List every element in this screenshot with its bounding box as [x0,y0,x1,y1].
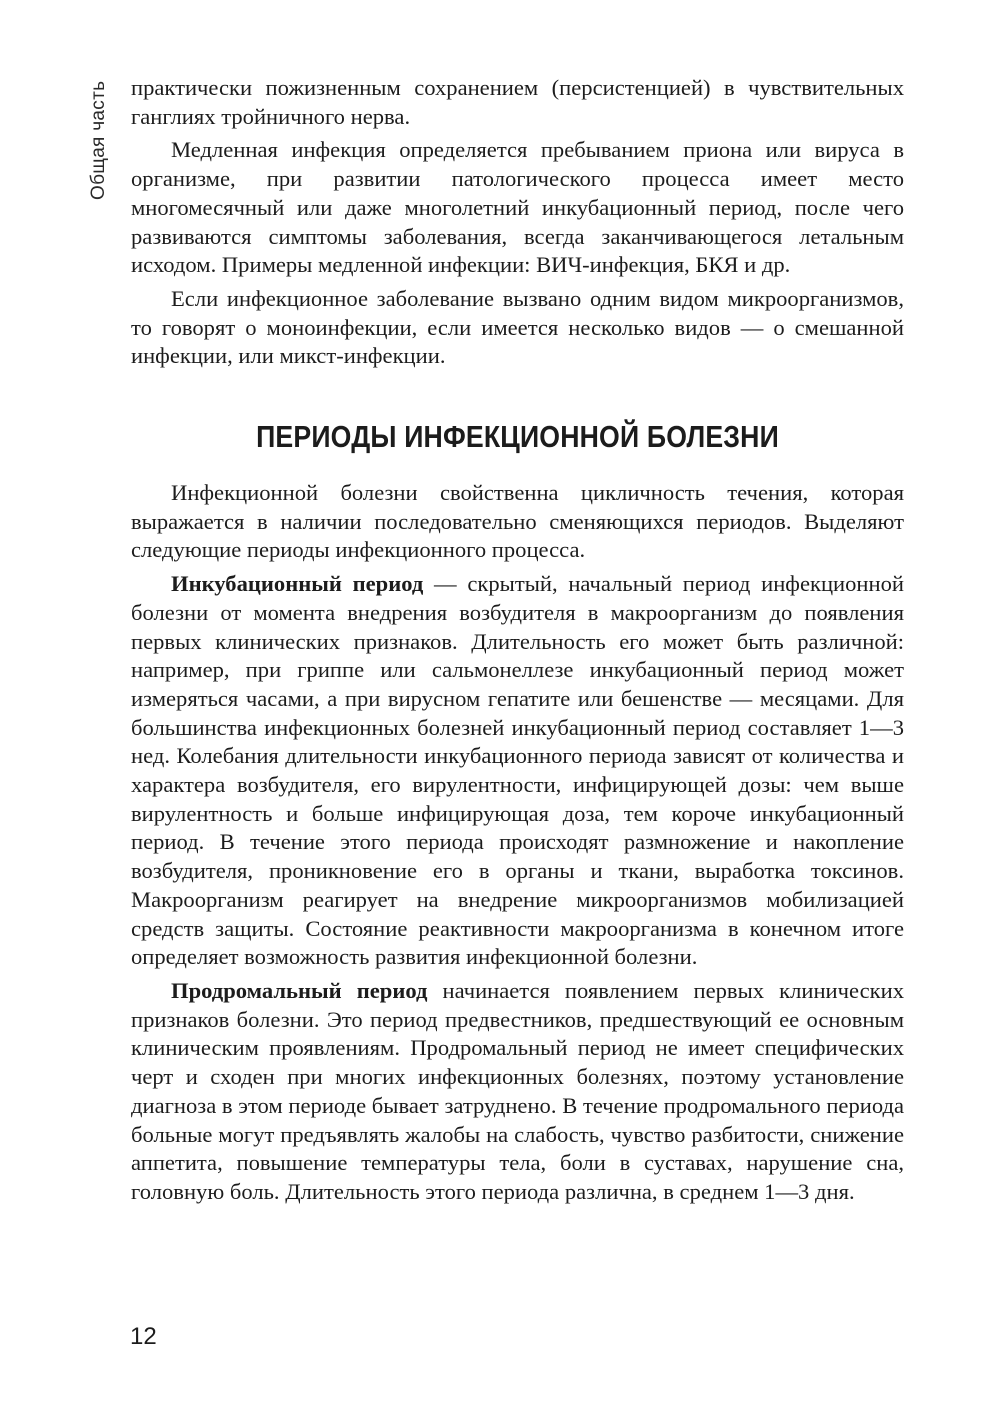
prodromal-term: Продромальный период [171,977,428,1003]
intro-paragraph-1: практически пожизненным сохранением (персистенцией) в чувствительных ганглиях тройничного нерва. [131,75,904,129]
section-intro-paragraph: Инфекционной болезни свойственна цикличность течения, которая выражается в наличии последовательно сменяющихся периодов. Выделяют следующие периоды инфекционного процесса. [131,480,904,563]
intro-paragraph-3: Если инфекционное заболевание вызвано одним видом микроорганизмов, то говорят о моноинфекции, если имеется несколько видов — о смешанной инфекции, или микст-инфекции. [131,285,904,369]
intro-paragraph-2: Медленная инфекция определяется пребыванием приона или вируса в организме, при развитии патологического процесса имеет место многомесячный или даже многолетний инкубационный период, после чего развиваются симптомы заболевания, всегда заканчивающегося летальным исходом. Примеры медленной инфекции: ВИЧ-инфекция, БКЯ и др. [131,137,904,278]
incubation-paragraph [131,570,904,972]
prodromal-text: начинается появлением первых клинических признаков болезни. Это период предвестников, предшествующий ее основным клиническим проявлениям. Продромальный период не имеет специфических черт и сходен при многих инфекционных болезнях, поэтому установление диагноза в этом периоде бывает затруднено. В течение продромального периода больные могут предъявлять жалобы на слабость, чувство разбитости, снижение аппетита, повышение температуры тела, боли в суставах, нарушение сна, головную боль. Длительность этого периода различна, в среднем 1—3 дня. [131,977,904,1204]
prodromal-paragraph [131,977,904,1207]
running-header: Общая часть [88,80,109,200]
incubation-term: Инкубационный период [171,571,424,597]
page-number: 12 [130,1323,157,1350]
section-title: ПЕРИОДЫ ИНФЕКЦИОННОЙ БОЛЕЗНИ [256,419,779,455]
incubation-text: — скрытый, начальный период инфекционной болезни от момента внедрения возбудителя в макроорганизм до появления первых клинических признаков. Длительность его может быть различной: например, при гриппе или сальмонеллезе инкубационный период может измеряться часами, а при вирусном гепатите или бешенстве — месяцами. Для большинства инфекционных болезней инкубационный период составляет 1—3 нед. Колебания длительности инкубационного периода зависят от количества и характера возбудителя, его вирулентности, инфицирующей дозы: чем выше вирулентность и больше инфицирующая доза, тем короче инкубационный период. В течение этого периода происходят размножение и накопление возбудителя, проникновение его в органы и ткани, выработка токсинов. Макроорганизм реагирует на внедрение микроорганизмов мобилизацией средств защиты. Состояние реактивности макроорганизма в конечном итоге определяет возможность развития инфекционной болезни. [131,571,904,970]
page-content [131,74,904,1207]
